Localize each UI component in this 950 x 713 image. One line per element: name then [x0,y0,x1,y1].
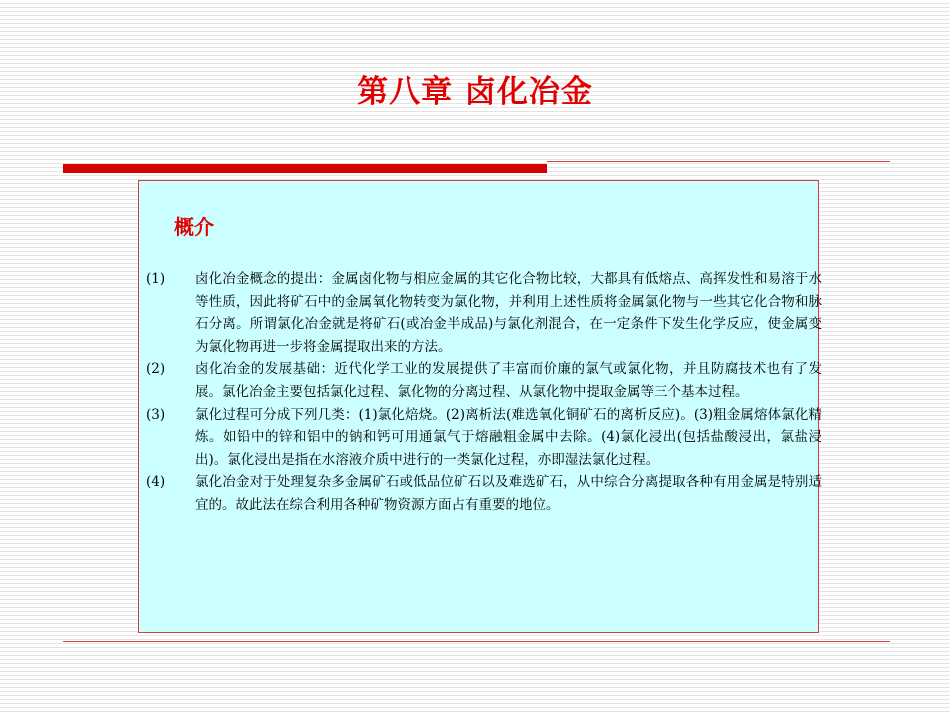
list-item [138,404,822,472]
bottom-divider-line [63,641,890,642]
item-number: (1) [146,271,166,287]
list-item [138,358,822,403]
item-text: 卤化冶金的发展基础：近代化学工业的发展提供了丰富而价廉的氯气或氯化物，并且防腐技术也有了发展。氯化冶金主要包括氯化过程、氯化物的分离过程、从氯化物中提取金属等三个基本过程。 [195,361,822,400]
item-text: 卤化冶金概念的提出：金属卤化物与相应金属的其它化合物比较，大都具有低熔点、高挥发性和易溶于水等性质，因此将矿石中的金属氧化物转变为氯化物，并利用上述性质将金属氯化物与一些其它化合物和脉石分离。所谓氯化冶金就是将矿石(或冶金半成品)与氯化剂混合，在一定条件下发生化学反应，使金属变为氯化物再进一步将金属提取出来的方法。 [195,271,822,355]
title-accent-bar [63,164,547,173]
slide-title: 第八章 卤化冶金 [357,74,593,110]
item-text: 氯化冶金对于处理复杂多金属矿石或低品位矿石以及难选矿石，从中综合分离提取各种有用金属是特别适宜的。故此法在综合利用各种矿物资源方面占有重要的地位。 [195,474,822,513]
item-number: (2) [146,361,166,378]
list-item [138,471,822,516]
section-heading: 概介 [174,215,214,239]
list-item [138,268,822,358]
item-number: (4) [146,474,166,491]
item-number: (3) [146,406,166,423]
numbered-list [138,268,822,517]
item-text: 氯化过程可分成下列几类：(1)氯化焙烧。(2)离析法(难选氧化铜矿石的离析反应)。(3)粗金属熔体氯化精炼。如铅中的锌和铝中的钠和钙可用通氯气于熔融粗金属中去除。(4)氯化浸出(包括盐酸浸出，氯盐浸出)。氯化浸出是指在水溶液介质中进行的一类氯化过程，亦即湿法氯化过程。 [195,406,822,468]
top-divider-line [547,161,890,162]
